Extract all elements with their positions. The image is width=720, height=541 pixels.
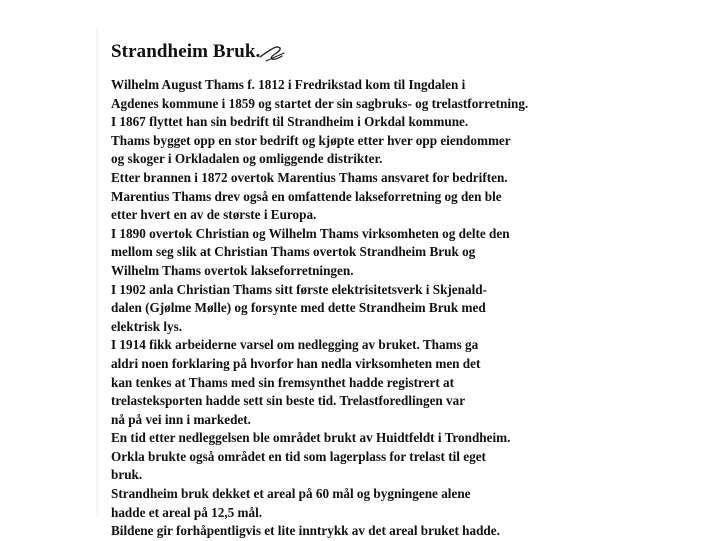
text-line: I 1914 fikk arbeiderne varsel om nedlegging av bruket. Thams ga — [111, 337, 479, 353]
text-line: Strandheim bruk dekket et areal på 60 mål og bygningene alene — [111, 486, 471, 502]
document-body — [111, 76, 528, 541]
handwritten-correction-mark — [254, 42, 290, 64]
text-line: Wilhelm Thams overtok lakseforretningen. — [111, 262, 354, 278]
text-line: elektrisk lys. — [111, 318, 183, 334]
text-line: trelasteksporten hadde sett sin beste tid. Trelastforedlingen var — [111, 393, 466, 409]
text-line: bruk. — [111, 467, 143, 483]
text-line: Marentius Thams drev også en omfattende lakseforretning og den ble — [111, 188, 502, 204]
text-line: Orkla brukte også området en tid som lagerplass for trelast til eget — [111, 448, 486, 464]
text-line: Wilhelm August Thams f. 1812 i Fredrikstad kom til Ingdalen i — [111, 77, 466, 92]
text-line: etter hvert en av de største i Europa. — [111, 207, 317, 223]
text-line: En tid etter nedleggelsen ble området brukt av Huidtfeldt i Trondheim. — [111, 430, 511, 446]
document-title: Strandheim Bruk. — [111, 41, 261, 62]
text-line: aldri noen forklaring på hvorfor han nedla virksomheten men det — [111, 355, 481, 371]
text-line: I 1867 flyttet han sin bedrift til Strandheim i Orkdal kommune. — [111, 114, 469, 130]
text-line: dalen (Gjølme Mølle) og forsynte med dette Strandheim Bruk med — [111, 300, 486, 316]
text-line: kan tenkes at Thams med sin fremsynthet hadde registrert at — [111, 374, 454, 390]
text-line: mellom seg slik at Christian Thams overtok Strandheim Bruk og — [111, 244, 476, 260]
text-line: I 1902 anla Christian Thams sitt første elektrisitetsverk i Skjenald- — [111, 281, 487, 297]
text-line: Etter brannen i 1872 overtok Marentius Thams ansvaret for bedriften. — [111, 169, 508, 185]
text-line: og skoger i Orkladalen og omliggende distrikter. — [111, 151, 383, 167]
text-line: I 1890 overtok Christian og Wilhelm Thams virksomheten og delte den — [111, 225, 510, 241]
scan-edge-shadow — [96, 28, 100, 518]
text-line: Agdenes kommune i 1859 og startet der sin sagbruks- og trelastforretning. — [111, 95, 529, 111]
text-line: Bildene gir forhåpentligvis et lite inntrykk av det areal bruket hadde. — [111, 523, 500, 539]
text-line: nå på vei inn i markedet. — [111, 411, 251, 427]
text-line: Thams bygget opp en stor bedrift og kjøpte etter hver opp eiendommer — [111, 132, 511, 148]
text-line: hadde et areal på 12,5 mål. — [111, 504, 263, 520]
